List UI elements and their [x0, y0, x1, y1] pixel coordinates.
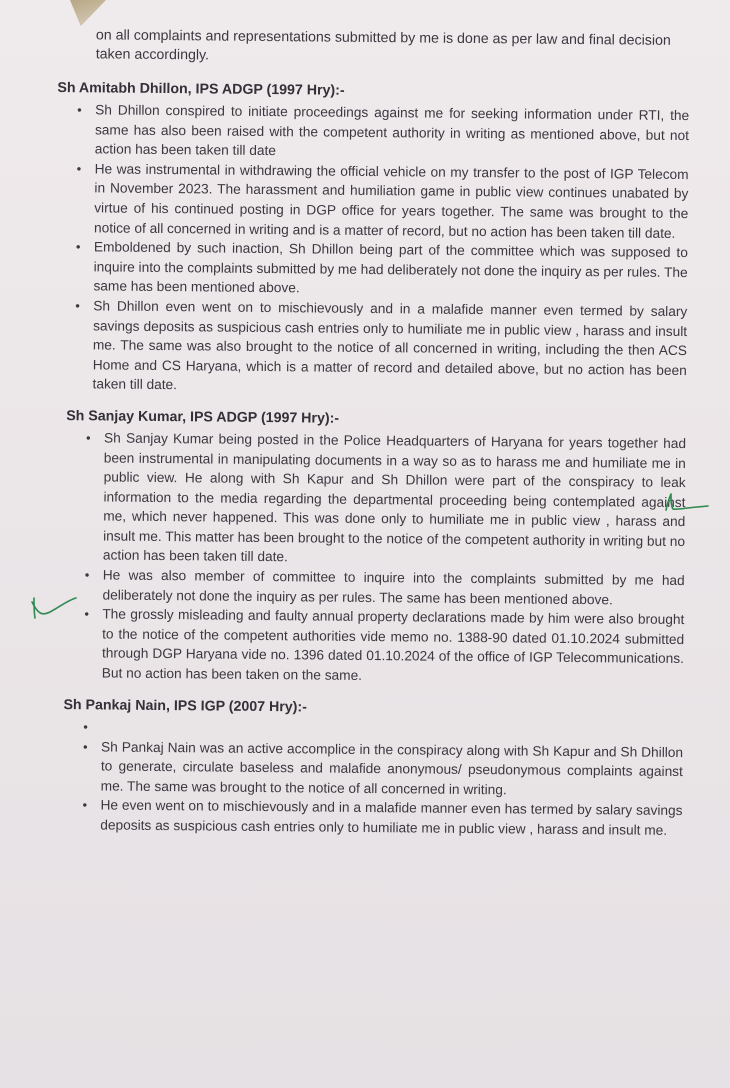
bullet-icon: • — [84, 567, 90, 583]
list-item — [72, 296, 687, 400]
bullet-icon: • — [83, 738, 88, 754]
section-amitabh-dhillon — [54, 80, 689, 400]
list-item — [81, 737, 684, 802]
list-item-text: Sh Pankaj Nain was an active accomplice in the conspiracy along with Sh Kapur and Sh Dhillon to generate, circulate baseless and malafide anonymous/ pseudonymous complaints against me. The same was brought to the notice of all concerned in writing. — [100, 739, 684, 798]
bullet-icon: • — [75, 298, 80, 314]
bullet-icon: • — [83, 718, 88, 734]
list-item — [80, 796, 682, 841]
section-heading: Sh Sanjay Kumar, IPS ADGP (1997 Hry):- — [66, 408, 340, 427]
list-item — [82, 565, 684, 610]
bullet-icon: • — [76, 160, 82, 177]
bullet-icon: • — [77, 102, 82, 118]
section-sanjay-kumar — [64, 408, 687, 689]
list-item-text: He even went on to mischievously and in a malafide manner even has termed by salary savings deposits as suspicious cash entries only to humiliate me in public view , harass and insult me. — [100, 797, 683, 838]
list-item — [73, 237, 688, 302]
list-item-text: Sh Dhillon even went on to mischievously and in a malafide manner even termed by salary savings deposits as suspicious cash entries only to humiliate me in public view , harass and insult me. The same was also brought to the notice of all concerned in writing, including the then ACS Home and CS Haryana, which is a matter of record and detailed above, but no action has been taken till date. — [92, 298, 688, 393]
page-fold-corner — [70, 0, 106, 26]
section-heading: Sh Pankaj Nain, IPS IGP (2007 Hry):- — [63, 696, 307, 716]
intro-paragraph: on all complaints and representations submitted by me is done as per law and final decision taken accordingly. — [95, 27, 671, 64]
bullet-icon: • — [75, 239, 81, 255]
bullet-list — [54, 100, 689, 400]
list-item-text: Sh Sanjay Kumar being posted in the Police Headquarters of Haryana for years together had been instrumental in manipulating documents in a way so as to harass me and humiliate me in public view. He along with Sh Kapur and Sh Dhillon were part of the conspiracy to leak information to the media regarding the departmental proceeding being contemplated against me, which never happened. This was done only to humiliate me in public view , harass and insult me. This matter has been brought to the notice of the competent authority in writing but no action has been taken till date. — [102, 430, 687, 565]
list-item — [74, 159, 689, 243]
list-item — [82, 605, 685, 689]
list-item-text: He was also member of committee to inquire into the complaints submitted by me had deliberately not done the inquiry as per rules. The same has been mentioned above. — [102, 567, 685, 608]
list-item-text: He was instrumental in withdrawing the official vehicle on my transfer to the post of IGP Telecom in November 2023. The harassment and humiliation game in public view continues unabated by virtue of his continued posting in DGP office for years together. The same was brought to the notice of all concerned in writing and is a matter of record, but no action has been taken till date. — [93, 161, 689, 241]
empty-list-item — [81, 717, 683, 739]
bullet-list — [64, 428, 686, 689]
bullet-icon: • — [85, 430, 91, 446]
list-item — [75, 100, 690, 165]
list-item-text: Emboldened by such inaction, Sh Dhillon being part of the committee which was supposed to inquire into the complaints submitted by me had deliberately not done the inquiry as per rules. The same has been mentioned above. — [93, 239, 688, 296]
document-body — [50, 26, 690, 841]
bullet-icon: • — [82, 797, 88, 813]
bullet-icon: • — [84, 606, 89, 622]
list-item-text: Sh Dhillon conspired to initiate proceedings against me for seeking information under RTI, the same has also been raised with the competent authority in writing as mentioned above, but not action has been taken till date — [94, 102, 690, 159]
bullet-list — [62, 717, 683, 841]
list-item-text: The grossly misleading and faulty annual property declarations made by him were also brought to the notice of the competent authorities vide memo no. 1388-90 dated 01.10.2024 submitted through DGP Haryana vide no. 1396 dated 01.10.2024 of the office of IGP Telecommunications. But no action has been taken on the same. — [101, 606, 685, 683]
section-heading: Sh Amitabh Dhillon, IPS ADGP (1997 Hry):- — [57, 79, 345, 99]
list-item — [83, 428, 686, 571]
section-pankaj-nain — [62, 697, 683, 841]
